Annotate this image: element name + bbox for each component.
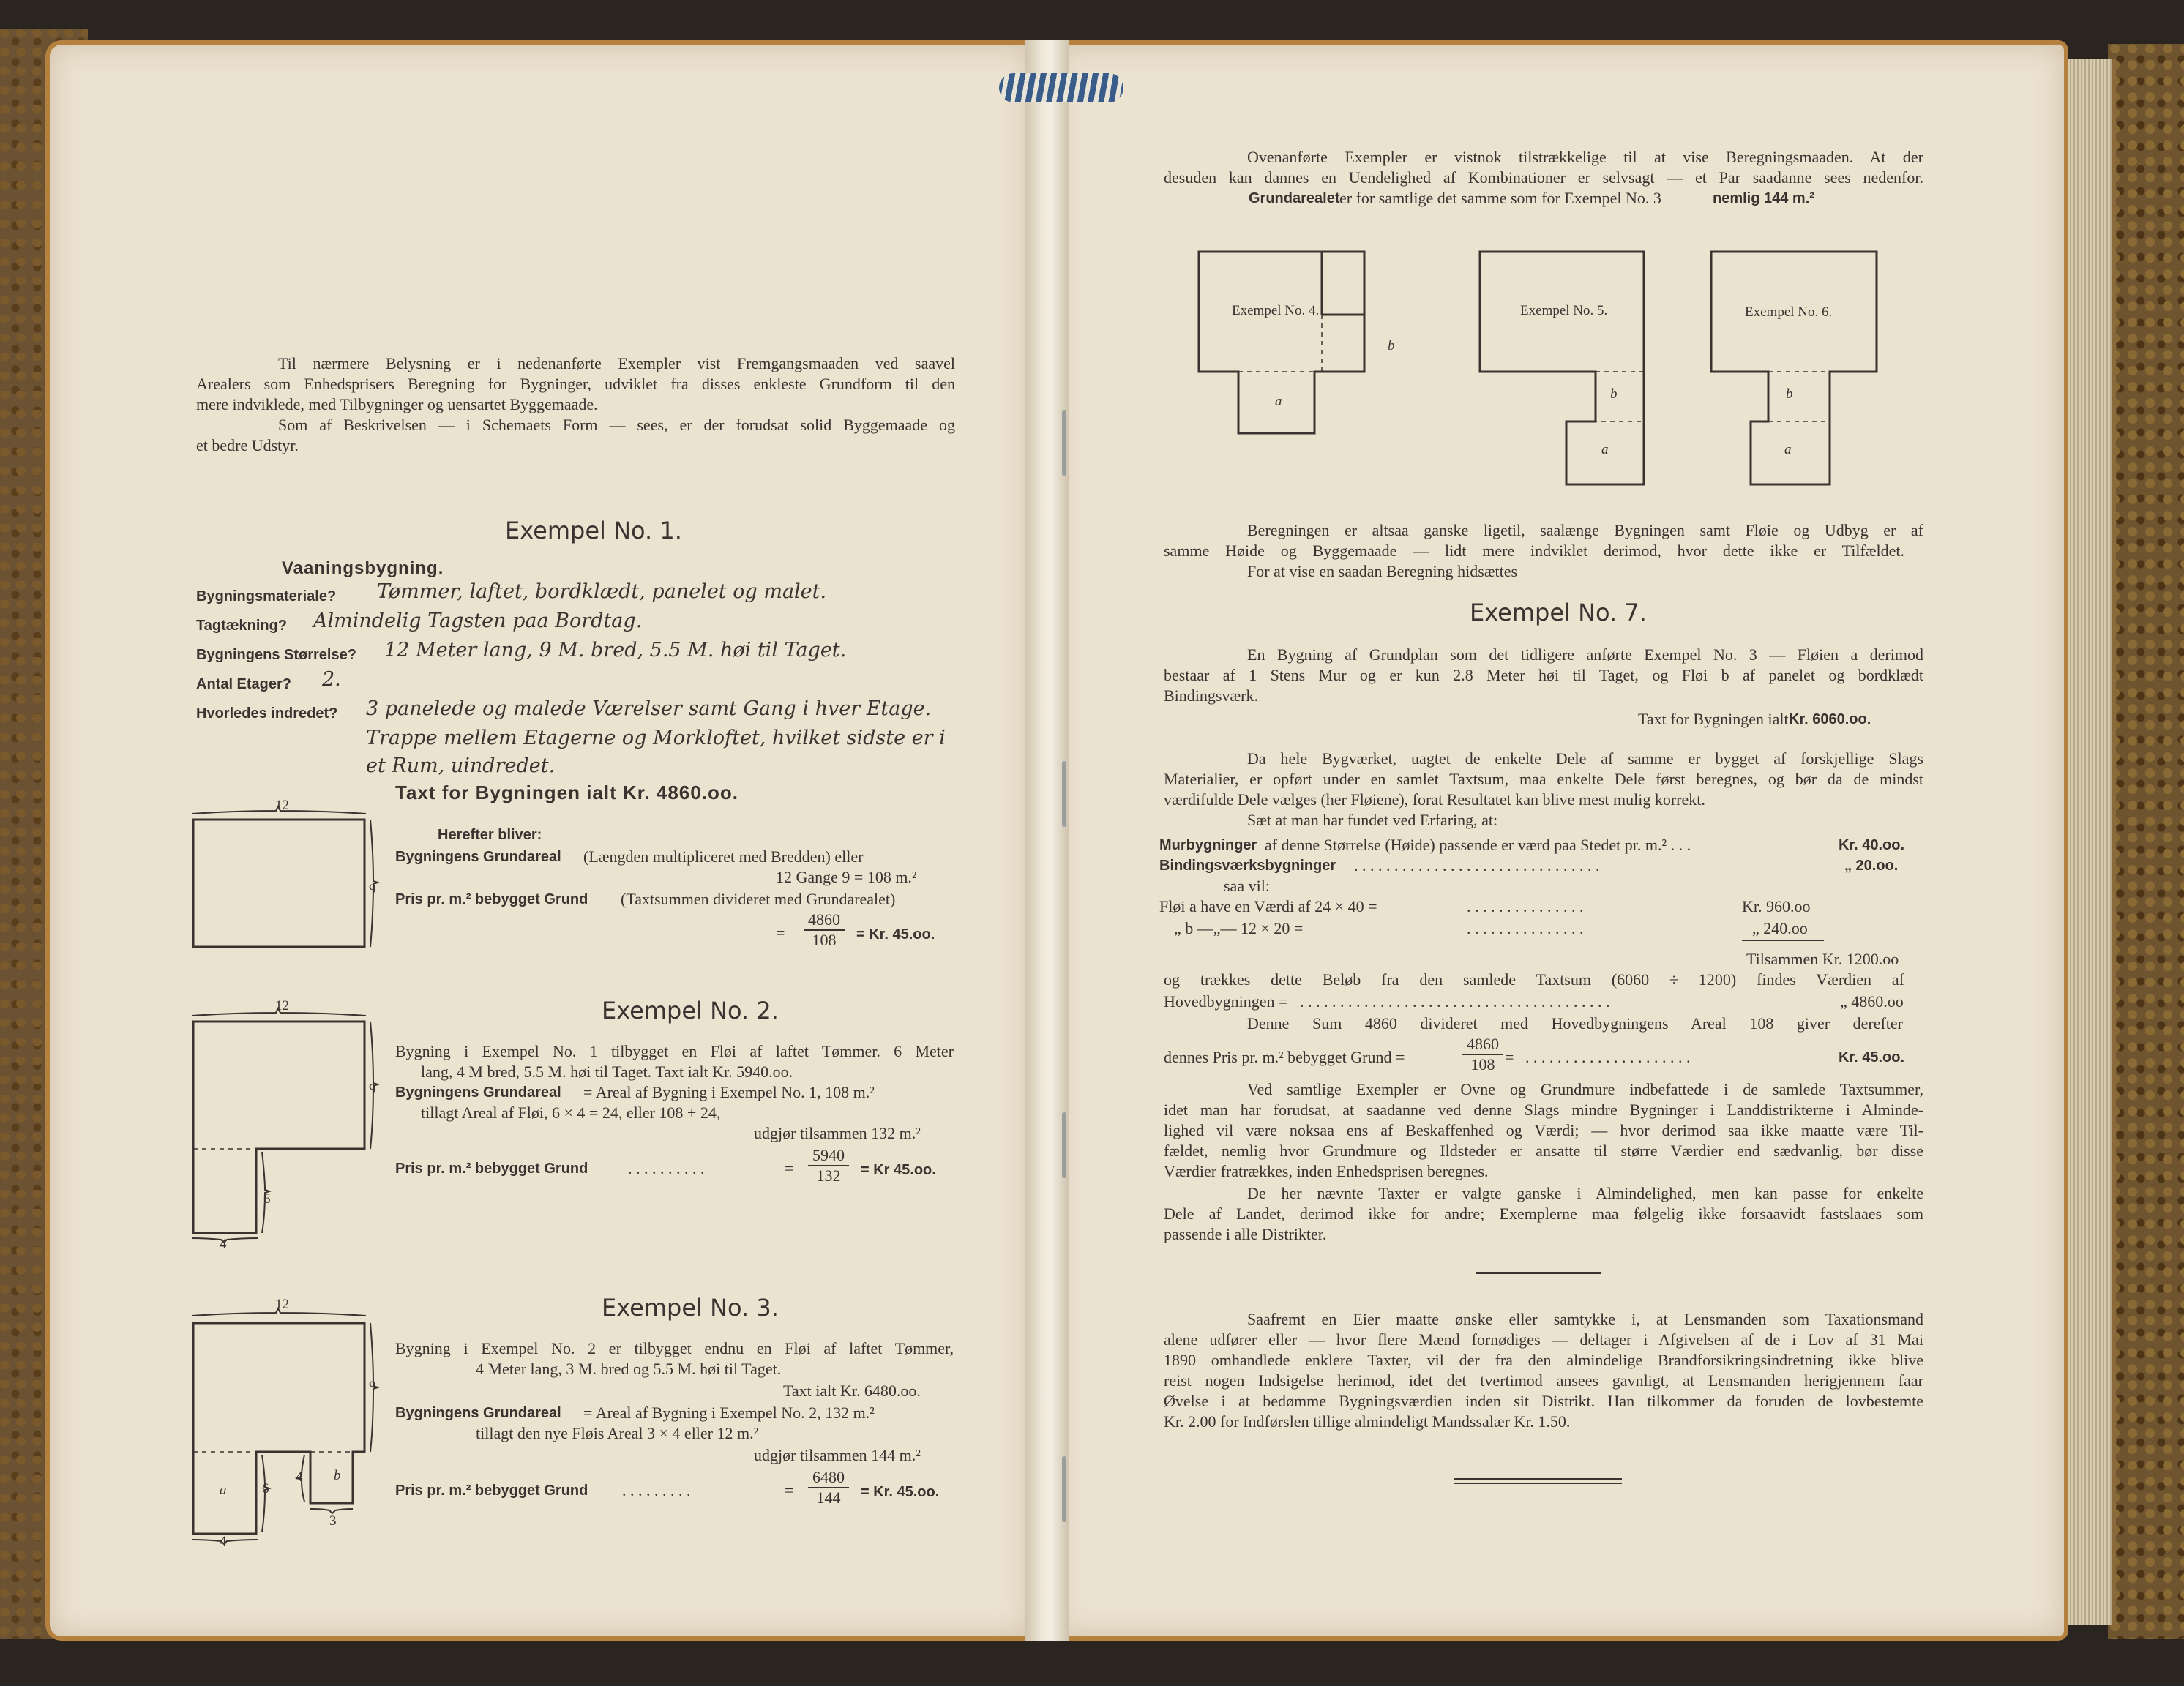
field-value-cont: Trappe mellem Etagerne og Morkloftet, hvilket sidste er i [366, 727, 946, 749]
plan-title: Exempel No. 4. [1232, 303, 1320, 318]
example-7-taxt-label: Taxt for Bygningen ialt [1638, 710, 1789, 728]
field-value: Almindelig Tagsten paa Bordtag. [313, 610, 643, 632]
sum-rule [1742, 940, 1824, 941]
pris-text: (Taxtsummen divideret med Grundarealet) [621, 890, 896, 908]
example-7-text: bestaar af 1 Stens Mur og er kun 2.8 Meter høi til Taget, og Fløi b af panelet og bordklædt [1164, 666, 1923, 684]
dimension-label: 4 [220, 1237, 227, 1252]
bindingsvaerk-value: „ 20.oo. [1844, 858, 1899, 874]
grundareal-calc: 12 Gange 9 = 108 m.² [776, 868, 917, 886]
intro-line: Til nærmere Belysning er i nedenanførte Exempler vist Fremgangsmaaden ved saavel [278, 354, 955, 372]
dimension-label: 4 [296, 1469, 303, 1485]
floi-b-value: „ 240.oo [1752, 919, 1808, 937]
fraction [804, 910, 845, 950]
fraction [1462, 1035, 1503, 1074]
paragraph-line: Saafremt en Eier maatte ønske eller samtykke i, at Lensmanden som Taxationsmand [1247, 1310, 1923, 1328]
beregning-line: Beregningen er altsaa ganske ligetil, saalænge Bygningen samt Fløie og Udbyg er af [1247, 521, 1923, 539]
grundareal-label: Bygningens Grundareal [395, 1405, 561, 1421]
paragraph-line: fældet, nemlig hvor Grundmure og Ildsteder er ansatte til større Værdier end sædvanlig, bør disse [1164, 1142, 1923, 1160]
murbygninger-value: Kr. 40.oo. [1839, 837, 1905, 853]
example-1-title: Exempel No. 1. [505, 517, 682, 544]
dot-leader: . . . . . . . . . . . . . . . [1467, 919, 1584, 937]
binding-thread [999, 73, 1123, 102]
wing-label-a: a [220, 1483, 227, 1498]
dimension-label: 12 [275, 798, 289, 813]
example-3-text: 4 Meter lang, 3 M. bred og 5.5 M. høi til Taget. [476, 1360, 782, 1378]
denominator: 144 [816, 1488, 841, 1507]
example-2-title: Exempel No. 2. [602, 997, 779, 1024]
floi-a-value: Kr. 960.oo [1742, 897, 1811, 915]
field-value-cont: et Rum, uindredet. [366, 754, 556, 777]
intro-line: Arealers som Enhedsprisers Beregning for Bygninger, udviklet fra disses enkleste Grundform til den [196, 375, 955, 393]
saa-vil: saa vil: [1224, 877, 1270, 895]
grundareal-text: = Areal af Bygning i Exempel No. 2, 132 m.² [583, 1404, 875, 1422]
dot-leader: . . . . . . . . . . [628, 1159, 705, 1177]
intro-line: mere indviklede, med Tilbygninger og uensartet Byggemaade. [196, 395, 598, 413]
example-3-text: tillagt den nye Fløis Areal 3 × 4 eller 12 m.² [476, 1424, 759, 1442]
field-label: Bygningens Størrelse? [196, 647, 356, 663]
field-label: Antal Etager? [196, 676, 292, 692]
grundareal-text: (Længden multipliceret med Bredden) eller [583, 847, 864, 866]
dimension-label: 4 [220, 1534, 227, 1549]
example-6-floorplan [1710, 249, 1885, 490]
paragraph-line: De her nævnte Taxter er valgte ganske i Almindelighed, men kan passe for enkelte [1247, 1184, 1923, 1202]
field-label: Hvorledes indredet? [196, 705, 338, 722]
paragraph-line: reist nogen Indsigelse herimod, idet det tvertimod ansees gavnligt, at Lensmanden herigjennem faar [1164, 1371, 1923, 1390]
traek-line: Hovedbygningen = [1164, 992, 1288, 1011]
dimension-label: 6 [262, 1481, 269, 1496]
example-1-taxt: Taxt for Bygningen ialt Kr. 4860.oo. [395, 782, 738, 803]
denne-line: dennes Pris pr. m.² bebygget Grund = [1164, 1048, 1405, 1066]
dimension-label: 12 [275, 1297, 289, 1312]
pris-result: = Kr. 45.oo. [861, 1484, 940, 1500]
plan-label-b: b [1388, 338, 1395, 353]
example-2-text: lang, 4 M bred, 5.5 M. høi til Taget. Taxt ialt Kr. 5940.oo. [421, 1063, 793, 1081]
wing-label-b: b [334, 1468, 341, 1483]
intro-line: Som af Beskrivelsen — i Schemaets Form — sees, er der forudsat solid Byggemaade og [278, 416, 955, 434]
paragraph-line: Dele af Landet, derimod ikke for andre; Exemplerne maa følgelig ikke forsaavidt fastslaaes som [1164, 1204, 1923, 1223]
example-2-floorplan [192, 1010, 375, 1237]
denominator: 132 [816, 1166, 841, 1185]
traek-value: „ 4860.oo [1840, 992, 1904, 1011]
dimension-label: 9 [369, 1379, 376, 1394]
example-2-text: tillagt Areal af Fløi, 6 × 4 = 24, eller 108 + 24, [421, 1104, 721, 1122]
grundarealet-value: nemlig 144 m.² [1713, 190, 1814, 206]
paragraph-line: Værdier fratrækkes, inden Enhedsprisen beregnes. [1164, 1162, 1489, 1180]
plan-label-a: a [1275, 394, 1282, 409]
plan-label-a: a [1784, 442, 1792, 457]
field-value: 2. [322, 668, 341, 691]
right-intro-line: er for samtlige det samme som for Exempel No. 3 [1339, 189, 1661, 207]
plan-label-b: b [1786, 386, 1793, 402]
denne-line: Denne Sum 4860 divideret med Hovedbygningens Areal 108 giver derefter [1247, 1014, 1903, 1033]
end-divider [1454, 1483, 1622, 1484]
beregning-line: samme Høide og Byggemaade — lidt mere indviklet derimod, hvor dette ikke er Tilfældet. [1164, 542, 1904, 560]
denominator: 108 [1470, 1055, 1495, 1074]
numerator: 6480 [808, 1468, 849, 1488]
binding-stitch [1062, 1112, 1066, 1178]
dot-leader: . . . . . . . . . . . . . . . . . . . . . [1525, 1048, 1691, 1066]
murbygninger-label: Murbygninger [1159, 837, 1257, 853]
paragraph-line: Ved samtlige Exempler er Ovne og Grundmure indbefattede i de samlede Taxtsummer, [1247, 1080, 1923, 1098]
grundareal-text: = Areal af Bygning i Exempel No. 1, 108 m.² [583, 1083, 875, 1101]
equals-sign: = [785, 1159, 794, 1177]
binding-stitch [1062, 410, 1066, 476]
plan-title: Exempel No. 6. [1745, 304, 1833, 320]
numerator: 5940 [808, 1146, 849, 1166]
paragraph-line: Materialier, er opført under en samlet Taxtsum, maa enkelte Dele først beregnes, og bør da de mindst [1164, 770, 1923, 788]
example-2-text: udgjør tilsammen 132 m.² [754, 1124, 921, 1142]
pris-result: = Kr. 45.oo. [856, 926, 935, 943]
dimension-label: 9 [369, 882, 376, 897]
pris-label: Pris pr. m.² bebygget Grund [395, 1483, 588, 1499]
equals-sign: = [776, 923, 785, 942]
fraction [808, 1146, 849, 1185]
example-7-title: Exempel No. 7. [1470, 599, 1647, 626]
plan-label-a: a [1601, 442, 1609, 457]
dimension-label: 6 [263, 1191, 271, 1207]
tilsammen-line: Tilsammen Kr. 1200.oo [1746, 950, 1899, 968]
field-value: 12 Meter lang, 9 M. bred, 5.5 M. høi til Taget. [384, 639, 847, 662]
grundarealet-label: Grundarealet [1249, 190, 1340, 206]
grundareal-label: Bygningens Grundareal [395, 1084, 561, 1101]
example-3-title: Exempel No. 3. [602, 1294, 779, 1322]
right-intro-line: Ovenanførte Exempler er vistnok tilstrækkelige til at vise Beregningsmaaden. At der [1247, 148, 1923, 166]
dimension-label: 9 [369, 1082, 376, 1097]
example-7-text: Bindingsværk. [1164, 686, 1258, 705]
intro-line: et bedre Udstyr. [196, 436, 299, 454]
plan-label-b: b [1610, 386, 1618, 402]
field-value: 3 panelede og malede Værelser samt Gang i hver Etage. [366, 697, 932, 720]
binding-stitch [1062, 761, 1066, 827]
section-divider [1476, 1272, 1601, 1274]
grundareal-label: Bygningens Grundareal [395, 849, 561, 865]
example-3-floorplan [192, 1307, 375, 1541]
beregning-line: For at vise en saadan Beregning hidsættes [1247, 562, 1518, 580]
paragraph-line: værdifulde Dele vælges (her Fløiene), forat Resultatet kan blive mest mulig korrekt. [1164, 790, 1705, 809]
pris-result: = Kr 45.oo. [861, 1162, 936, 1178]
murbygninger-text: af denne Størrelse (Høide) passende er værd paa Stedet pr. m.² . . . [1265, 836, 1691, 854]
example-1-subtitle: Vaaningsbygning. [282, 558, 444, 578]
paragraph-line: Sæt at man har fundet ved Erfaring, at: [1247, 811, 1498, 829]
plan-title: Exempel No. 5. [1520, 303, 1608, 318]
dot-leader: . . . . . . . . . [622, 1481, 691, 1499]
dimension-label: 3 [329, 1513, 337, 1529]
equals-sign: = [1505, 1048, 1514, 1066]
paragraph-line: Øvelse i at bedømme Bygningsværdien inden sit Distrikt. Han tilkommer da foruden de lovbestemte [1164, 1392, 1923, 1410]
equals-sign: = [785, 1481, 794, 1499]
dot-leader: . . . . . . . . . . . . . . . . . . . . . . . . . . . . . . . . . . . . . . . [1300, 992, 1610, 1011]
traek-line: og trækkes dette Beløb fra den samlede Taxtsum (6060 ÷ 1200) findes Værdien af [1164, 970, 1904, 989]
pris-label: Pris pr. m.² bebygget Grund [395, 1161, 588, 1177]
field-label: Tagtækning? [196, 618, 288, 634]
example-4-floorplan [1197, 249, 1373, 439]
end-divider [1454, 1478, 1622, 1480]
herefter-label: Herefter bliver: [438, 827, 542, 843]
book-gutter [1025, 40, 1069, 1641]
numerator: 4860 [804, 910, 845, 931]
denominator: 108 [812, 931, 837, 949]
denne-value: Kr. 45.oo. [1839, 1049, 1905, 1065]
bindingsvaerk-label: Bindingsværksbygninger [1159, 858, 1336, 874]
example-5-floorplan [1478, 249, 1654, 490]
numerator: 4860 [1462, 1035, 1503, 1055]
binding-stitch [1062, 1456, 1066, 1522]
example-3-text: Taxt ialt Kr. 6480.oo. [783, 1382, 921, 1400]
paragraph-line: Da hele Bygværket, uagtet de enkelte Dele af samme er bygget af forskjellige Slags [1247, 749, 1923, 768]
paragraph-line: idet man har forudsat, at saadanne ved denne Slags mindre Bygninger i Landdistrikterne i Alminde- [1164, 1101, 1923, 1119]
book-cover-right [2108, 44, 2184, 1639]
fraction [808, 1468, 849, 1507]
field-label: Bygningsmateriale? [196, 588, 337, 604]
floi-b-line: „ b —„— 12 × 20 = [1174, 919, 1304, 937]
example-3-text: Bygning i Exempel No. 2 er tilbygget endnu en Fløi af laftet Tømmer, [395, 1339, 954, 1357]
paragraph-line: alene udfører eller — hvor flere Mænd fornødiges — deltager i Afgivelsen af de i Lov af 31 Mai [1164, 1330, 1923, 1349]
dot-leader: . . . . . . . . . . . . . . . [1467, 897, 1584, 915]
example-2-text: Bygning i Exempel No. 1 tilbygget en Fløi af laftet Tømmer. 6 Meter [395, 1042, 954, 1060]
example-1-floorplan [192, 811, 375, 950]
paragraph-line: lighed vil være noksaa ens af Beskaffenhed og Værdi; — hvor derimod saa ikke maatte være Til- [1164, 1121, 1923, 1139]
paragraph-line: passende i alle Distrikter. [1164, 1225, 1327, 1243]
right-intro-line: desuden kan dannes en Uendelighed af Kombinationer er selvsagt — et Par saadanne sees nedenfor. [1164, 168, 1923, 187]
dot-leader: . . . . . . . . . . . . . . . . . . . . . . . . . . . . . . . [1354, 856, 1600, 874]
dimension-label: 12 [275, 998, 289, 1014]
field-value: Tømmer, laftet, bordklædt, panelet og malet. [377, 580, 827, 603]
pris-label: Pris pr. m.² bebygget Grund [395, 891, 588, 907]
paragraph-line: Kr. 2.00 for Indførslen tillige almindeligt Mandssalær Kr. 1.50. [1164, 1412, 1571, 1431]
example-7-taxt-value: Kr. 6060.oo. [1789, 711, 1871, 727]
example-3-text: udgjør tilsammen 144 m.² [754, 1446, 921, 1464]
paragraph-line: 1890 omhandlede enklere Taxter, vil der fra den almindelige Brandforsikringsindretning ikke blive [1164, 1351, 1923, 1369]
floi-a-line: Fløi a have en Værdi af 24 × 40 = [1159, 897, 1377, 915]
example-7-text: En Bygning af Grundplan som det tidligere anførte Exempel No. 3 — Fløien a derimod [1247, 645, 1923, 664]
